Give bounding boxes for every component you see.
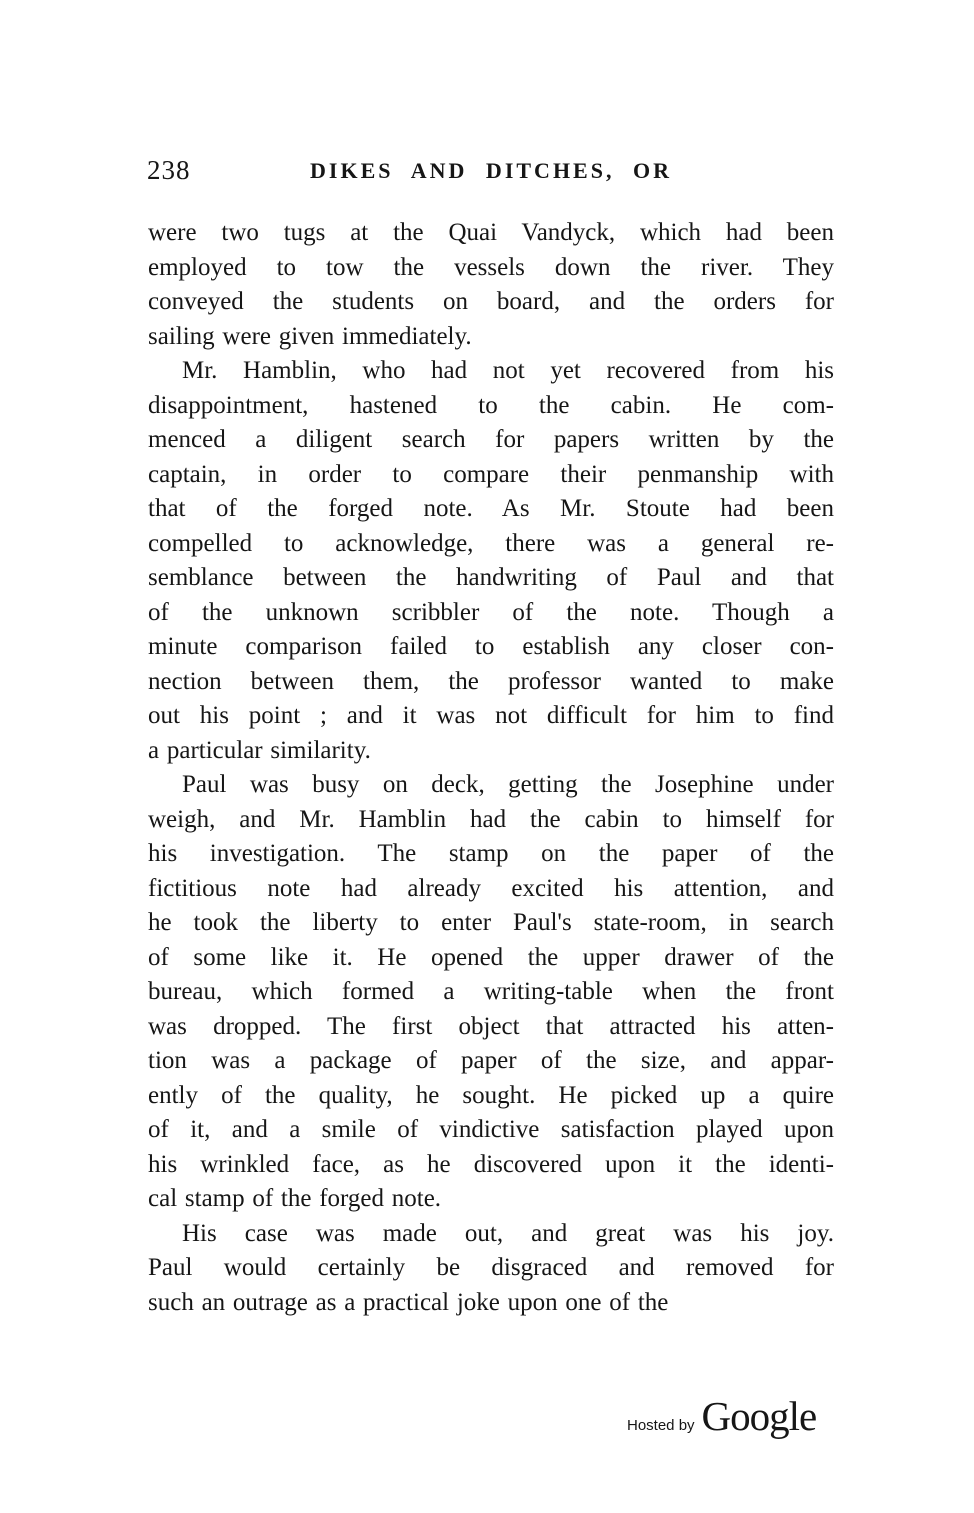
text-line: ently of the quality, he sought. He picked up a quire (148, 1081, 834, 1109)
text-line: Mr. Hamblin, who had not yet recovered from his (182, 357, 834, 384)
text-line: disappointment, hastened to the cabin. He com- (148, 391, 834, 419)
text-line: Paul was busy on deck, getting the Josephine under (182, 771, 834, 798)
text-line: weigh, and Mr. Hamblin had the cabin to himself for (148, 805, 834, 833)
text-line: of it, and a smile of vindictive satisfaction played upon (148, 1116, 834, 1143)
text-line: menced a diligent search for papers written by the (148, 426, 834, 453)
text-line: fictitious note had already excited his attention, and (148, 874, 834, 902)
running-header-row (148, 155, 834, 193)
text-line: out his point ; and it was not difficult for him to find (148, 702, 834, 729)
text-line: tion was a package of paper of the size, and appar- (148, 1047, 834, 1074)
text-line: bureau, which formed a writing-table when the front (148, 978, 834, 1005)
text-line: was dropped. The first object that attracted his atten- (148, 1012, 834, 1040)
text-line: compelled to acknowledge, there was a general re- (148, 529, 834, 557)
text-line: employed to tow the vessels down the river. They (148, 253, 834, 281)
text-line: that of the forged note. As Mr. Stoute had been (148, 495, 834, 522)
text-line: Paul would certainly be disgraced and removed for (148, 1254, 834, 1281)
text-line: he took the liberty to enter Paul's state-room, in search (148, 909, 834, 936)
text-line: a particular similarity. (148, 736, 371, 764)
text-line: cal stamp of the forged note. (148, 1185, 442, 1212)
text-line: conveyed the students on board, and the orders for (148, 288, 834, 315)
text-line: his wrinkled face, as he discovered upon it the identi- (148, 1150, 834, 1178)
text-line: sailing were given immediately. (148, 322, 472, 350)
text-line: His case was made out, and great was his joy. (182, 1219, 834, 1247)
text-line: of the unknown scribbler of the note. Though a (148, 598, 834, 626)
text-line: nection between them, the professor wanted to make (148, 667, 834, 695)
text-line: captain, in order to compare their penmanship with (148, 460, 834, 488)
hosted-by-google-mark (627, 1393, 817, 1439)
text-line: were two tugs at the Quai Vandyck, which had been (148, 219, 834, 246)
page-body-text (148, 216, 834, 1320)
running-title: DIKES AND DITCHES, OR (310, 158, 672, 183)
text-line: minute comparison failed to establish any closer con- (148, 633, 834, 660)
text-line: of some like it. He opened the upper drawer of the (148, 943, 834, 971)
google-logo: Google (701, 1393, 817, 1439)
text-line: such an outrage as a practical joke upon one of the (148, 1288, 669, 1316)
hosted-by-label: Hosted by (627, 1417, 695, 1434)
text-line: semblance between the handwriting of Paul and that (148, 564, 834, 591)
text-line: his investigation. The stamp on the paper of the (148, 840, 834, 867)
page-number: 238 (147, 155, 191, 185)
